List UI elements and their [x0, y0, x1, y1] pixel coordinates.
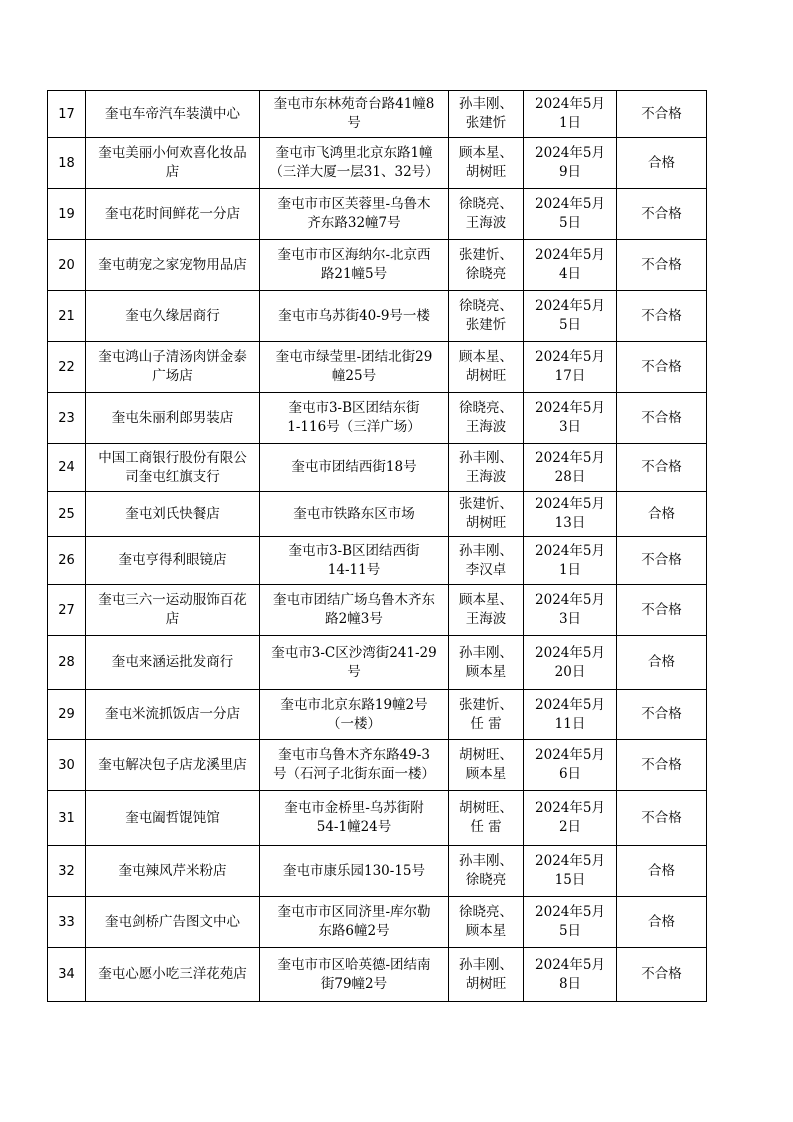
- inspection-result: 合格: [617, 636, 707, 690]
- table-row: [48, 948, 707, 1002]
- inspection-result: 不合格: [617, 948, 707, 1002]
- inspectors-line: 张建忻: [465, 115, 507, 131]
- store-name-line: 奎屯萌宠之家宠物用品店: [98, 256, 247, 273]
- inspectors: [449, 791, 524, 846]
- inspection-date-line: 2024年5月: [535, 349, 605, 365]
- store-address-line: 14-11号: [327, 561, 381, 578]
- inspection-date: [524, 690, 617, 740]
- inspection-date: [524, 537, 617, 585]
- inspection-date: [524, 948, 617, 1002]
- row-number: 21: [48, 291, 86, 342]
- inspection-result: 不合格: [617, 291, 707, 342]
- store-address-line: 奎屯市绿莹里-团结北街29: [275, 349, 433, 365]
- inspectors: [449, 342, 524, 393]
- inspectors-line: 王海波: [465, 215, 507, 231]
- inspection-date-line: 2024年5月: [535, 96, 605, 112]
- table-row: [48, 585, 707, 636]
- store-name-line: 奎屯美丽小何欢喜化妆品: [98, 145, 247, 161]
- inspection-date-line: 2024年5月: [535, 800, 605, 816]
- store-address-line: 1-116号（三洋广场）: [287, 419, 421, 435]
- store-name-line: 奎屯米流抓饭店一分店: [105, 706, 240, 722]
- inspectors-line: 顾本星、: [459, 349, 513, 365]
- store-address-line: 奎屯市东林苑奇台路41幢8: [273, 96, 435, 112]
- inspectors-line: 王海波: [465, 468, 507, 485]
- table-row: [48, 138, 707, 189]
- inspection-date: [524, 740, 617, 791]
- document-page: [47, 90, 706, 1002]
- store-address-line: 奎屯市3-B区团结西街: [288, 542, 420, 559]
- store-name: [86, 492, 260, 537]
- store-address-line: 奎屯市市区海纳尔-北京西: [277, 247, 431, 263]
- row-number: 23: [48, 393, 86, 444]
- inspectors: [449, 291, 524, 342]
- store-name-line: 奎屯亨得利眼镜店: [118, 552, 227, 568]
- inspection-result: 不合格: [617, 393, 707, 444]
- store-address-line: 奎屯市康乐园130-15号: [282, 862, 425, 879]
- row-number: 27: [48, 585, 86, 636]
- inspection-date-line: 1日: [558, 561, 582, 578]
- inspectors-line: 徐晓亮: [465, 872, 507, 888]
- inspectors-line: 张建忻、: [459, 696, 513, 713]
- store-name-line: 奎屯三六一运动服饰百花: [98, 592, 247, 608]
- store-name-line: 广场店: [152, 368, 193, 384]
- inspection-result: 不合格: [617, 91, 707, 138]
- inspection-date-line: 6日: [558, 766, 582, 782]
- store-name-line: 奎屯鸿山子清汤肉饼金泰: [98, 349, 247, 365]
- store-address-line: 路2幢3号: [325, 611, 383, 627]
- inspection-date-line: 28日: [554, 468, 586, 485]
- inspectors: [449, 636, 524, 690]
- row-number: 30: [48, 740, 86, 791]
- store-name-line: 奎屯刘氏快餐店: [125, 505, 220, 522]
- store-address-line: 奎屯市3-C区沙湾街241-29: [271, 644, 437, 661]
- table-row: [48, 240, 707, 291]
- row-number: 28: [48, 636, 86, 690]
- store-name-line: 店: [165, 611, 180, 627]
- inspection-date: [524, 240, 617, 291]
- inspection-date-line: 20日: [554, 663, 586, 680]
- store-address-line: 奎屯市金桥里-乌苏街附: [284, 800, 424, 816]
- inspection-date-line: 9日: [558, 164, 582, 180]
- inspection-date: [524, 444, 617, 492]
- store-name: [86, 537, 260, 585]
- store-address-line: 奎屯市团结西街18号: [291, 459, 417, 475]
- store-address: [260, 537, 449, 585]
- inspection-date-line: 2024年5月: [535, 247, 605, 263]
- inspectors-line: 王海波: [465, 611, 507, 627]
- store-name-line: 中国工商银行股份有限公: [98, 449, 247, 466]
- inspectors: [449, 91, 524, 138]
- inspection-date-line: 8日: [558, 975, 582, 992]
- store-name-line: 奎屯辣风芹米粉店: [118, 862, 227, 879]
- store-address-line: 奎屯市北京东路19幢2号: [280, 696, 428, 713]
- store-address-line: 奎屯市飞鸿里北京东路1幢: [275, 145, 433, 161]
- table-row: [48, 189, 707, 240]
- table-row: [48, 444, 707, 492]
- inspectors-line: 任 雷: [470, 819, 502, 835]
- inspection-date: [524, 91, 617, 138]
- inspectors: [449, 846, 524, 897]
- inspection-date: [524, 138, 617, 189]
- store-name-line: 奎屯心愿小吃三洋花苑店: [98, 966, 247, 982]
- store-address: [260, 948, 449, 1002]
- inspectors-line: 顾本星、: [459, 145, 513, 161]
- store-address: [260, 846, 449, 897]
- store-name-line: 奎屯久缘居商行: [125, 307, 220, 324]
- table-row: [48, 791, 707, 846]
- store-address: [260, 189, 449, 240]
- row-number: 26: [48, 537, 86, 585]
- inspectors: [449, 138, 524, 189]
- store-name-line: 奎屯剑桥广告图文中心: [105, 913, 240, 930]
- inspection-result: 不合格: [617, 342, 707, 393]
- inspection-date: [524, 393, 617, 444]
- store-name: [86, 342, 260, 393]
- inspection-date-line: 2024年5月: [535, 298, 605, 314]
- store-address: [260, 291, 449, 342]
- inspectors-line: 李汉卓: [465, 561, 507, 578]
- inspectors-line: 孙丰刚、: [459, 644, 513, 661]
- store-address-line: 奎屯市市区哈英德-团结南: [277, 956, 431, 973]
- store-address-line: 54-1幢24号: [316, 819, 392, 835]
- inspectors-line: 徐晓亮: [465, 266, 507, 282]
- row-number: 18: [48, 138, 86, 189]
- store-address: [260, 636, 449, 690]
- inspection-date-line: 3日: [558, 419, 582, 435]
- store-address: [260, 91, 449, 138]
- inspection-result: 不合格: [617, 690, 707, 740]
- inspection-date-line: 2024年5月: [535, 542, 605, 559]
- store-address-line: 号: [347, 663, 361, 680]
- inspection-date-line: 5日: [558, 215, 582, 231]
- inspection-date-line: 2024年5月: [535, 400, 605, 416]
- inspection-date-line: 5日: [558, 317, 582, 333]
- store-name-line: 店: [165, 164, 180, 180]
- inspection-result: 合格: [617, 138, 707, 189]
- store-address-line: 奎屯市乌鲁木齐东路49-3: [278, 747, 430, 763]
- row-number: 17: [48, 91, 86, 138]
- store-name: [86, 393, 260, 444]
- inspection-result: 合格: [617, 846, 707, 897]
- inspection-date-line: 1日: [558, 115, 582, 131]
- store-address: [260, 897, 449, 948]
- inspection-date-line: 17日: [554, 368, 586, 384]
- table-row: [48, 537, 707, 585]
- inspectors-line: 胡树旺: [465, 515, 507, 531]
- inspection-result: 不合格: [617, 189, 707, 240]
- row-number: 19: [48, 189, 86, 240]
- inspectors-line: 徐晓亮、: [459, 298, 513, 314]
- store-address-line: 奎屯市铁路东区市场: [293, 505, 415, 522]
- store-address-line: 号（石河子北街东面一楼）: [273, 766, 435, 782]
- store-address-line: 奎屯市市区芙蓉里-乌鲁木: [277, 196, 431, 212]
- table-row: [48, 740, 707, 791]
- inspection-date-line: 2024年5月: [535, 496, 605, 512]
- store-address-line: 奎屯市3-B区团结东街: [288, 400, 420, 416]
- inspection-result: 合格: [617, 492, 707, 537]
- store-address-line: 号: [347, 115, 361, 131]
- inspection-result: 合格: [617, 897, 707, 948]
- store-name-line: 奎屯解决包子店龙溪里店: [98, 756, 247, 773]
- row-number: 34: [48, 948, 86, 1002]
- inspection-date-line: 13日: [554, 515, 586, 531]
- inspectors: [449, 948, 524, 1002]
- inspectors-line: 张建忻、: [459, 496, 513, 512]
- store-address: [260, 740, 449, 791]
- inspection-date-line: 2024年5月: [535, 956, 605, 973]
- store-address-line: （三洋大厦一层31、32号）: [269, 164, 439, 180]
- inspection-result: 不合格: [617, 791, 707, 846]
- inspectors: [449, 240, 524, 291]
- inspection-date: [524, 846, 617, 897]
- store-name: [86, 948, 260, 1002]
- store-address: [260, 138, 449, 189]
- store-name-line: 司奎屯红旗支行: [125, 468, 220, 485]
- inspectors: [449, 189, 524, 240]
- inspection-date: [524, 897, 617, 948]
- store-address: [260, 791, 449, 846]
- inspection-date-line: 2024年5月: [535, 592, 605, 608]
- store-name: [86, 791, 260, 846]
- inspectors-line: 王海波: [465, 419, 507, 435]
- inspectors: [449, 492, 524, 537]
- store-address-line: 幢25号: [331, 368, 377, 384]
- inspection-date-line: 5日: [558, 923, 582, 939]
- inspectors: [449, 537, 524, 585]
- inspection-date: [524, 342, 617, 393]
- inspection-date-line: 2024年5月: [535, 196, 605, 212]
- store-address-line: 街79幢2号: [320, 975, 388, 992]
- inspectors: [449, 393, 524, 444]
- inspectors-line: 孙丰刚、: [459, 853, 513, 869]
- row-number: 33: [48, 897, 86, 948]
- store-address-line: 奎屯市乌苏街40-9号一楼: [278, 307, 430, 324]
- row-number: 20: [48, 240, 86, 291]
- inspectors-line: 顾本星: [465, 766, 507, 782]
- inspection-date-line: 2024年5月: [535, 145, 605, 161]
- inspection-result: 不合格: [617, 240, 707, 291]
- store-address-line: 东路6幢2号: [318, 923, 390, 939]
- inspection-result: 不合格: [617, 537, 707, 585]
- inspectors: [449, 585, 524, 636]
- inspection-date: [524, 492, 617, 537]
- table-row: [48, 897, 707, 948]
- row-number: 31: [48, 791, 86, 846]
- store-name-line: 奎屯朱丽利郎男装店: [111, 409, 234, 426]
- table-row: [48, 393, 707, 444]
- inspectors-line: 胡树旺: [465, 975, 507, 992]
- store-address: [260, 444, 449, 492]
- inspection-date: [524, 585, 617, 636]
- store-name: [86, 740, 260, 791]
- row-number: 29: [48, 690, 86, 740]
- inspectors-line: 顾本星: [465, 923, 507, 939]
- table-row: [48, 492, 707, 537]
- inspection-date: [524, 791, 617, 846]
- inspectors-line: 孙丰刚、: [459, 96, 513, 112]
- store-name-line: 奎屯阖哲馄饨馆: [125, 809, 220, 826]
- inspectors-line: 孙丰刚、: [459, 956, 513, 973]
- store-address: [260, 393, 449, 444]
- store-name: [86, 636, 260, 690]
- inspectors-line: 徐晓亮、: [459, 400, 513, 416]
- inspection-date-line: 2024年5月: [535, 449, 605, 466]
- row-number: 24: [48, 444, 86, 492]
- inspection-date: [524, 291, 617, 342]
- row-number: 25: [48, 492, 86, 537]
- inspection-date-line: 2日: [558, 819, 582, 835]
- inspection-date-line: 2024年5月: [535, 696, 605, 713]
- inspection-date: [524, 636, 617, 690]
- store-name: [86, 189, 260, 240]
- inspection-table: [47, 90, 707, 1002]
- inspectors-line: 张建忻、: [459, 247, 513, 263]
- inspectors-line: 顾本星、: [459, 592, 513, 608]
- row-number: 32: [48, 846, 86, 897]
- table-row: [48, 291, 707, 342]
- inspection-result: 不合格: [617, 740, 707, 791]
- table-body: [48, 91, 707, 1002]
- table-row: [48, 690, 707, 740]
- store-address-line: 奎屯市团结广场乌鲁木齐东: [273, 592, 435, 608]
- store-address-line: 路21幢5号: [320, 266, 388, 282]
- store-name: [86, 240, 260, 291]
- table-row: [48, 342, 707, 393]
- inspection-date-line: 2024年5月: [535, 853, 605, 869]
- inspection-date-line: 3日: [558, 611, 582, 627]
- store-name-line: 奎屯车帝汽车装潢中心: [105, 105, 240, 122]
- inspection-date-line: 11日: [554, 715, 586, 732]
- inspection-result: 不合格: [617, 585, 707, 636]
- inspectors: [449, 897, 524, 948]
- store-name: [86, 585, 260, 636]
- store-address-line: 奎屯市市区同济里-库尔勒: [277, 904, 431, 920]
- inspectors-line: 胡树旺: [465, 368, 507, 384]
- store-address: [260, 585, 449, 636]
- table-row: [48, 636, 707, 690]
- store-name: [86, 444, 260, 492]
- store-name: [86, 846, 260, 897]
- inspectors-line: 任 雷: [470, 715, 502, 732]
- inspection-date-line: 15日: [554, 872, 586, 888]
- store-address: [260, 342, 449, 393]
- inspection-date-line: 2024年5月: [535, 904, 605, 920]
- table-row: [48, 91, 707, 138]
- store-name: [86, 690, 260, 740]
- inspectors-line: 胡树旺、: [459, 747, 513, 763]
- inspectors: [449, 740, 524, 791]
- inspectors-line: 张建忻: [465, 317, 507, 333]
- inspectors-line: 孙丰刚、: [459, 449, 513, 466]
- store-address: [260, 240, 449, 291]
- store-name: [86, 138, 260, 189]
- store-name: [86, 897, 260, 948]
- store-name-line: 奎屯花时间鲜花一分店: [105, 205, 240, 222]
- row-number: 22: [48, 342, 86, 393]
- store-name: [86, 291, 260, 342]
- inspectors: [449, 690, 524, 740]
- store-address-line: （一楼）: [327, 715, 381, 732]
- inspectors-line: 徐晓亮、: [459, 196, 513, 212]
- inspectors-line: 胡树旺、: [459, 800, 513, 816]
- store-address-line: 齐东路32幢7号: [307, 215, 401, 231]
- inspectors-line: 徐晓亮、: [459, 904, 513, 920]
- inspectors-line: 孙丰刚、: [459, 542, 513, 559]
- inspection-date-line: 2024年5月: [535, 644, 605, 661]
- store-address: [260, 690, 449, 740]
- inspection-date-line: 4日: [558, 266, 582, 282]
- store-name-line: 奎屯来涵运批发商行: [111, 654, 234, 670]
- store-address: [260, 492, 449, 537]
- inspectors-line: 胡树旺: [465, 164, 507, 180]
- inspectors-line: 顾本星: [465, 663, 507, 680]
- inspectors: [449, 444, 524, 492]
- store-name: [86, 91, 260, 138]
- table-row: [48, 846, 707, 897]
- inspection-date-line: 2024年5月: [535, 747, 605, 763]
- inspection-date: [524, 189, 617, 240]
- inspection-result: 不合格: [617, 444, 707, 492]
